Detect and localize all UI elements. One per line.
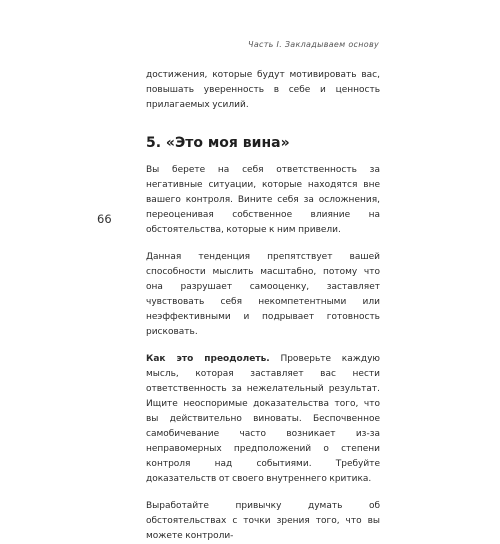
lead-in-bold: Как это преодолеть. (146, 354, 270, 364)
paragraph-habit: Выработайте привычку думать об обстоятельствах с точки зрения того, что вы можете контроли- (146, 501, 380, 541)
page-body (146, 68, 380, 544)
paragraph-how-to-overcome-body: Проверьте каждую мысль, которая заставляет вас нести ответственность за нежелательный результат. Ищите неоспоримые доказательства того, что вы действительно виноваты. Беспочвенное самобичевание часто возникает из-за неправомерных предположений о степени контроля над событиями. Требуйте доказательств от своего внутреннего критика. (146, 354, 380, 484)
paragraph-continuation: достижения, которые будут мотивировать вас, повышать уверенность в себе и ценность прилагаемых усилий. (146, 70, 380, 110)
running-head: Часть I. Закладываем основу (248, 40, 379, 49)
page-number: 66 (97, 212, 112, 226)
paragraph-description: Вы берете на себя ответственность за негативные ситуации, которые находятся вне вашего контроля. Вините себя за осложнения, переоценивая собственное влияние на обстоятельства, которые к ним привели. (146, 165, 380, 235)
section-heading: 5. «Это моя вина» (146, 135, 290, 151)
paragraph-how-to-overcome (146, 352, 380, 487)
paragraph-consequence: Данная тенденция препятствует вашей способности мыслить масштабно, потому что она разрушает самооценку, заставляет чувствовать себя некомпетентными или неэффективными и подрывает готовность рисковать. (146, 252, 380, 337)
